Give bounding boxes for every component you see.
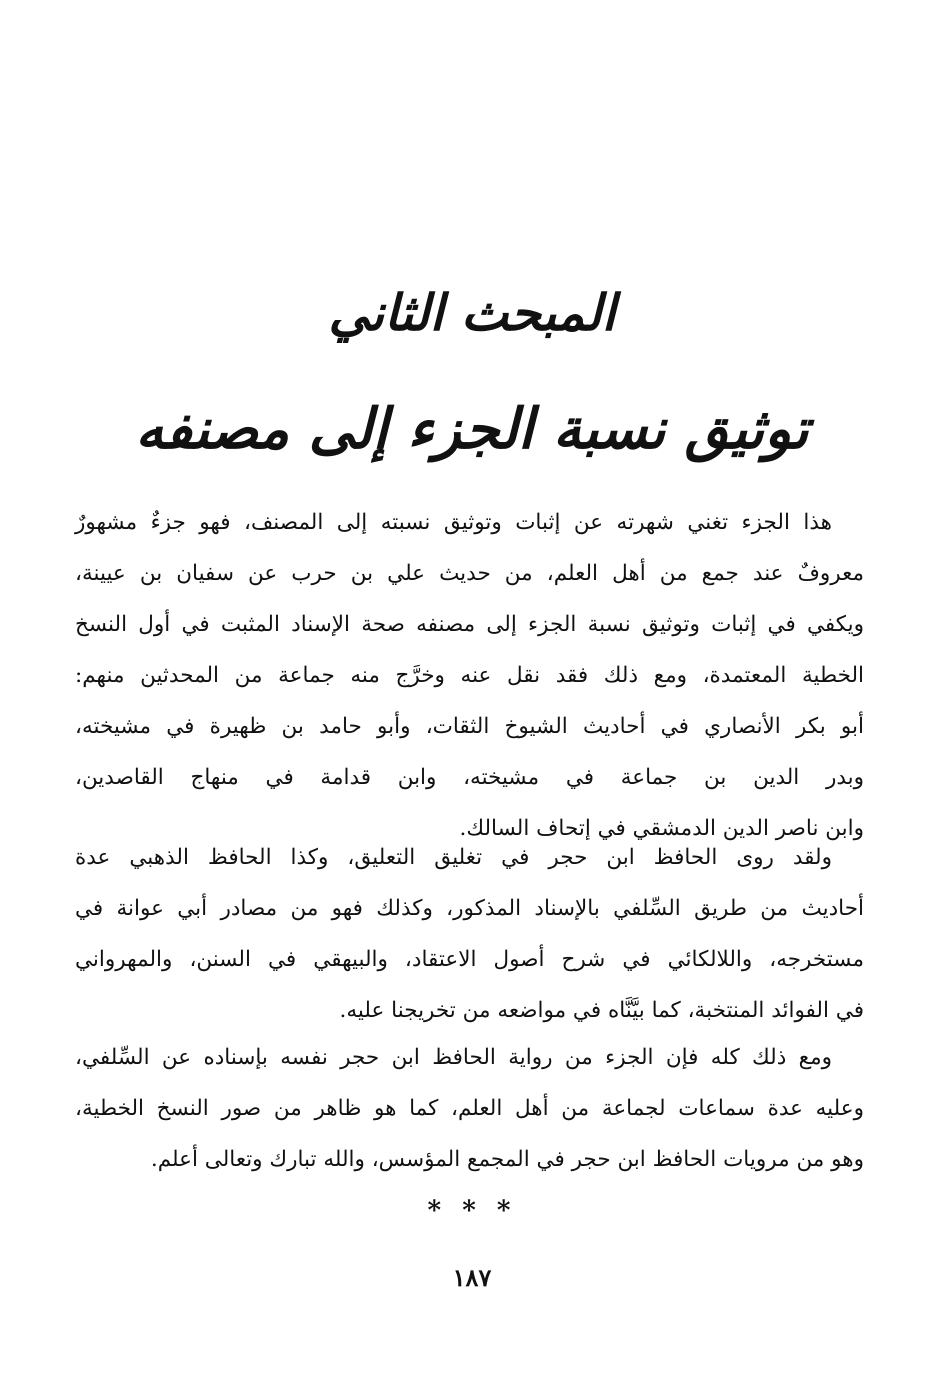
paragraph-line: مستخرجه، واللالكائي في شرح أصول الاعتقاد، والبيهقي في السنن، والمهرواني (75, 947, 864, 972)
paragraph-1 (75, 497, 864, 854)
paragraph-3 (75, 1032, 864, 1185)
paragraph-line: أحاديث من طريق السِّلفي بالإسناد المذكور، وكذلك فهو من مصادر أبي عوانة في (75, 896, 864, 921)
paragraph-line: ولقد روى الحافظ ابن حجر في تغليق التعليق، وكذا الحافظ الذهبي عدة (75, 845, 832, 870)
paragraph-line: هذا الجزء تغني شهرته عن إثبات وتوثيق نسبته إلى المصنف، فهو جزءٌ مشهورٌ (75, 510, 832, 535)
paragraph-line: معروفٌ عند جمع من أهل العلم، من حديث علي بن حرب عن سفيان بن عيينة، (75, 561, 864, 586)
paragraph-line: الخطية المعتمدة، ومع ذلك فقد نقل عنه وخرَّج منه جماعة من المحدثين منهم: (75, 663, 864, 688)
paragraph-line: وهو من مرويات الحافظ ابن حجر في المجمع المؤسس، والله تبارك وتعالى أعلم. (150, 1147, 864, 1172)
paragraph-line: وعليه عدة سماعات لجماعة من أهل العلم، كما هو ظاهر من صور النسخ الخطية، (75, 1096, 864, 1121)
paragraph-line: وابن ناصر الدين الدمشقي في إتحاف السالك. (459, 816, 864, 841)
paragraph-2 (75, 832, 864, 1036)
section-title: توثيق نسبة الجزء إلى مصنفه (135, 396, 809, 462)
section-separator: * * * (427, 1196, 517, 1226)
page-number: ١٨٧ (452, 1263, 492, 1292)
paragraph-line: أبو بكر الأنصاري في أحاديث الشيوخ الثقات، وأبو حامد بن ظهيرة في مشيخته، (75, 714, 864, 739)
paragraph-line: ويكفي في إثبات وتوثيق نسبة الجزء إلى مصنفه صحة الإسناد المثبت في أول النسخ (75, 612, 864, 637)
section-heading: المبحث الثاني (328, 283, 616, 342)
paragraph-line: في الفوائد المنتخبة، كما بيَّنَّاه في مواضعه من تخريجنا عليه. (339, 998, 864, 1023)
paragraph-line: وبدر الدين بن جماعة في مشيخته، وابن قدامة في منهاج القاصدين، (75, 765, 864, 790)
paragraph-line: ومع ذلك كله فإن الجزء من رواية الحافظ ابن حجر نفسه بإسناده عن السِّلفي، (75, 1045, 832, 1070)
